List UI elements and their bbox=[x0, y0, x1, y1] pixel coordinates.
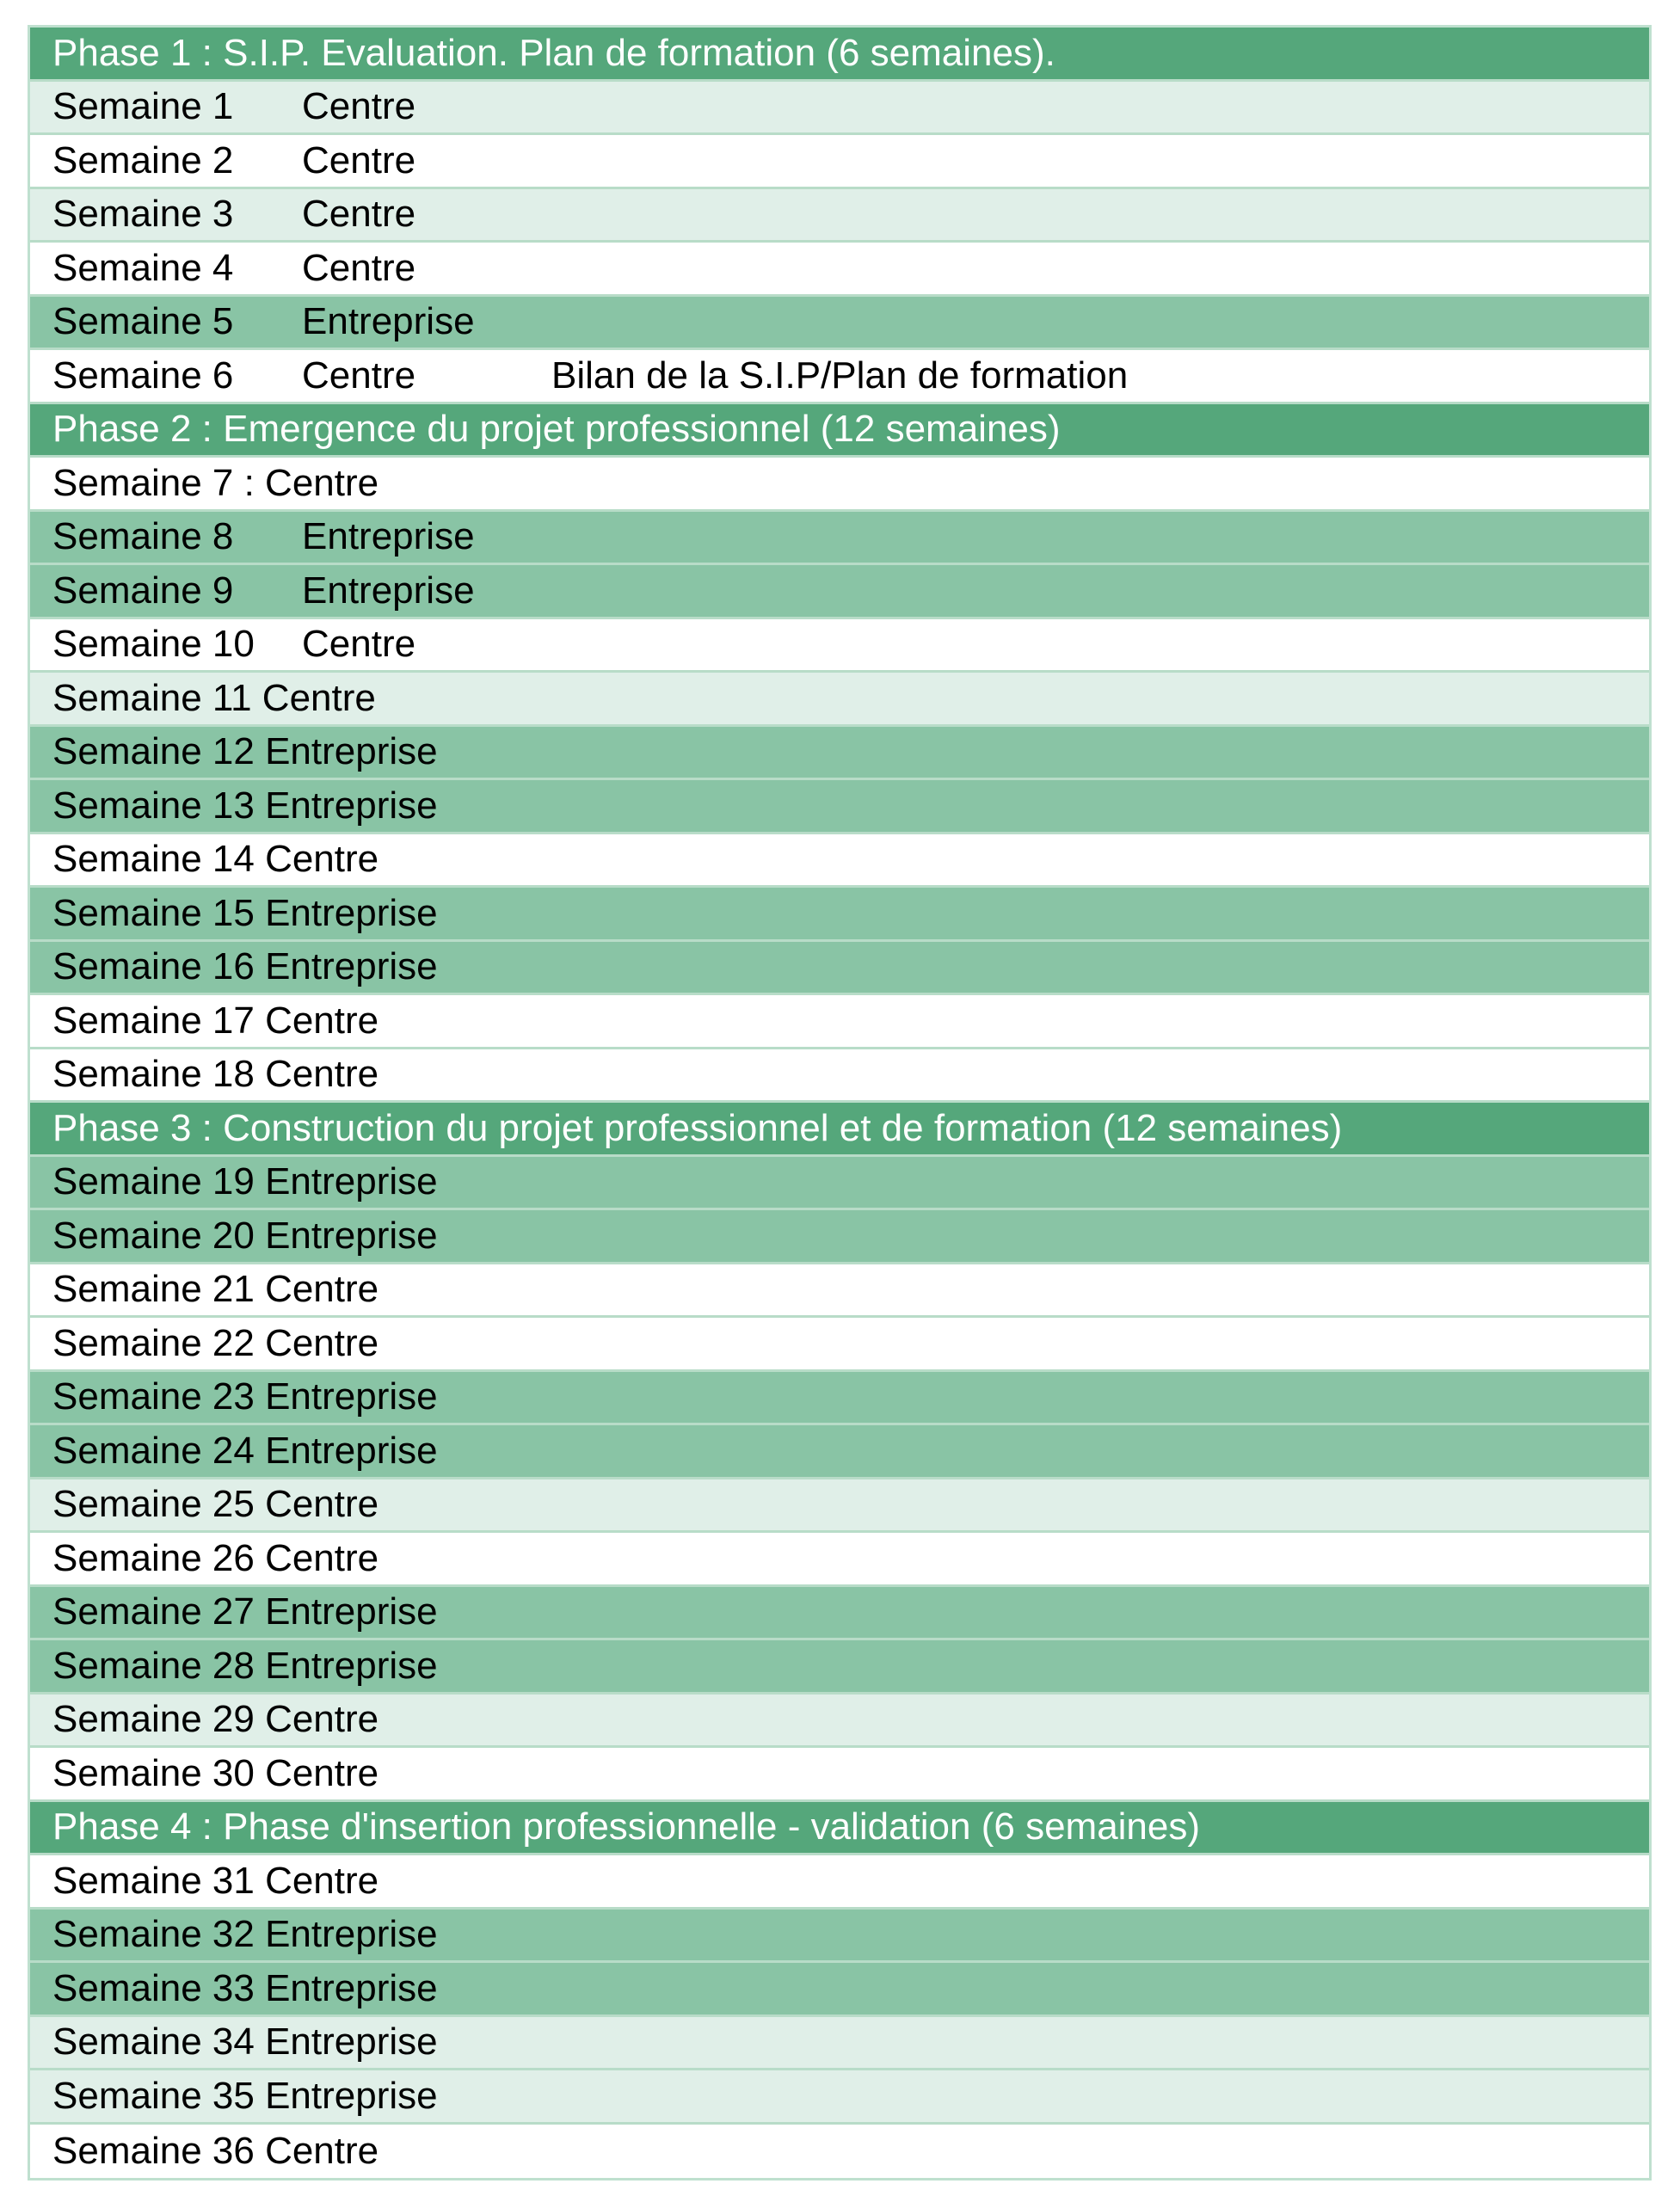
week-label: Semaine 10 bbox=[52, 623, 255, 666]
location-label: Centre bbox=[265, 1321, 379, 1364]
location-label: Entreprise bbox=[265, 2021, 438, 2064]
week-row bbox=[30, 727, 1649, 781]
location-label: Entreprise bbox=[265, 1913, 438, 1956]
week-label: Semaine 13 bbox=[52, 784, 255, 827]
week-row bbox=[30, 780, 1649, 834]
location-label: Entreprise bbox=[265, 1214, 438, 1257]
week-label: Semaine 30 bbox=[52, 1751, 255, 1794]
phase-header-row bbox=[30, 404, 1649, 458]
week-row bbox=[30, 2125, 1649, 2179]
location-label: Centre bbox=[265, 1536, 379, 1579]
location-label: Entreprise bbox=[302, 300, 475, 343]
week-label: Semaine 23 bbox=[52, 1375, 255, 1418]
week-row bbox=[30, 995, 1649, 1049]
week-label: Semaine 34 bbox=[52, 2021, 255, 2064]
week-row bbox=[30, 243, 1649, 297]
week-label: Semaine 28 bbox=[52, 1644, 255, 1687]
week-label: Semaine 3 bbox=[52, 193, 234, 236]
location-label: Entreprise bbox=[302, 569, 475, 612]
phase-title: Phase 2 : Emergence du projet professionnel (12 semaines) bbox=[52, 408, 1061, 451]
week-row bbox=[30, 1425, 1649, 1479]
week-label: Semaine 6 bbox=[52, 354, 234, 397]
location-label: Entreprise bbox=[265, 784, 438, 827]
week-row bbox=[30, 512, 1649, 566]
week-row bbox=[30, 1910, 1649, 1964]
week-label: Semaine 22 bbox=[52, 1321, 255, 1364]
week-label: Semaine 1 bbox=[52, 85, 234, 128]
location-label: Centre bbox=[265, 1483, 379, 1526]
week-label: Semaine 15 bbox=[52, 891, 255, 934]
week-row bbox=[30, 888, 1649, 942]
week-row bbox=[30, 673, 1649, 727]
week-label: Semaine 20 bbox=[52, 1214, 255, 1257]
location-label: Entreprise bbox=[265, 891, 438, 934]
location-label: Entreprise bbox=[302, 515, 475, 558]
week-note: Bilan de la S.I.P/Plan de formation bbox=[551, 354, 1129, 397]
week-row bbox=[30, 82, 1649, 136]
week-row bbox=[30, 1210, 1649, 1264]
week-label: Semaine 11 bbox=[52, 676, 252, 719]
week-label: Semaine 21 bbox=[52, 1268, 255, 1311]
week-label: Semaine 9 bbox=[52, 569, 234, 612]
week-label: Semaine 2 bbox=[52, 138, 234, 181]
location-label: Entreprise bbox=[265, 1966, 438, 2009]
week-row bbox=[30, 942, 1649, 996]
week-row bbox=[30, 1479, 1649, 1534]
week-row bbox=[30, 458, 1649, 512]
week-row bbox=[30, 189, 1649, 243]
phase-title: Phase 4 : Phase d'insertion professionnelle - validation (6 semaines) bbox=[52, 1805, 1201, 1848]
location-label: Entreprise bbox=[265, 2074, 438, 2117]
week-label: Semaine 12 bbox=[52, 730, 255, 773]
week-label: Semaine 7 : bbox=[52, 461, 255, 504]
week-label: Semaine 31 bbox=[52, 1859, 255, 1902]
location-label: Centre bbox=[302, 85, 416, 128]
location-label: Centre bbox=[265, 461, 379, 504]
location-label: Centre bbox=[302, 246, 416, 289]
phase-header-row bbox=[30, 1103, 1649, 1157]
week-row bbox=[30, 1318, 1649, 1372]
week-row bbox=[30, 2070, 1649, 2125]
location-label: Entreprise bbox=[265, 1375, 438, 1418]
location-label: Centre bbox=[302, 623, 416, 666]
week-row bbox=[30, 350, 1649, 404]
week-label: Semaine 5 bbox=[52, 300, 234, 343]
week-row bbox=[30, 619, 1649, 674]
week-row bbox=[30, 1855, 1649, 1910]
week-row bbox=[30, 1640, 1649, 1695]
phase-header-row bbox=[30, 28, 1649, 82]
phase-header-row bbox=[30, 1802, 1649, 1856]
location-label: Entreprise bbox=[265, 1590, 438, 1633]
week-row bbox=[30, 1533, 1649, 1587]
week-label: Semaine 26 bbox=[52, 1536, 255, 1579]
week-row bbox=[30, 135, 1649, 189]
week-row bbox=[30, 1049, 1649, 1104]
phase-title: Phase 1 : S.I.P. Evaluation. Plan de formation (6 semaines). bbox=[52, 31, 1055, 74]
week-row bbox=[30, 297, 1649, 351]
week-label: Semaine 32 bbox=[52, 1913, 255, 1956]
week-label: Semaine 19 bbox=[52, 1160, 255, 1203]
schedule-table bbox=[28, 25, 1652, 2180]
location-label: Entreprise bbox=[265, 730, 438, 773]
week-label: Semaine 4 bbox=[52, 246, 234, 289]
location-label: Centre bbox=[265, 1698, 379, 1741]
week-label: Semaine 27 bbox=[52, 1590, 255, 1633]
week-label: Semaine 25 bbox=[52, 1483, 255, 1526]
location-label: Entreprise bbox=[265, 1429, 438, 1472]
location-label: Centre bbox=[302, 354, 416, 397]
phase-title: Phase 3 : Construction du projet professionnel et de formation (12 semaines) bbox=[52, 1106, 1343, 1149]
week-row bbox=[30, 1963, 1649, 2017]
week-row bbox=[30, 565, 1649, 619]
week-label: Semaine 33 bbox=[52, 1966, 255, 2009]
week-label: Semaine 35 bbox=[52, 2074, 255, 2117]
week-label: Semaine 29 bbox=[52, 1698, 255, 1741]
location-label: Centre bbox=[302, 193, 416, 236]
week-row bbox=[30, 1748, 1649, 1802]
location-label: Centre bbox=[265, 1751, 379, 1794]
week-label: Semaine 14 bbox=[52, 838, 255, 881]
week-row bbox=[30, 1264, 1649, 1319]
week-row bbox=[30, 1695, 1649, 1749]
location-label: Centre bbox=[265, 838, 379, 881]
week-row bbox=[30, 1157, 1649, 1211]
location-label: Centre bbox=[302, 138, 416, 181]
location-label: Centre bbox=[265, 999, 379, 1042]
location-label: Centre bbox=[262, 676, 376, 719]
week-row bbox=[30, 1587, 1649, 1641]
week-label: Semaine 8 bbox=[52, 515, 234, 558]
location-label: Entreprise bbox=[265, 1160, 438, 1203]
week-label: Semaine 36 bbox=[52, 2129, 255, 2172]
week-row bbox=[30, 2017, 1649, 2071]
week-row bbox=[30, 1372, 1649, 1426]
location-label: Centre bbox=[265, 1859, 379, 1902]
week-label: Semaine 18 bbox=[52, 1053, 255, 1096]
week-row bbox=[30, 834, 1649, 889]
week-label: Semaine 17 bbox=[52, 999, 255, 1042]
location-label: Centre bbox=[265, 1053, 379, 1096]
location-label: Centre bbox=[265, 1268, 379, 1311]
week-label: Semaine 24 bbox=[52, 1429, 255, 1472]
location-label: Centre bbox=[265, 2129, 379, 2172]
location-label: Entreprise bbox=[265, 945, 438, 988]
week-label: Semaine 16 bbox=[52, 945, 255, 988]
location-label: Entreprise bbox=[265, 1644, 438, 1687]
